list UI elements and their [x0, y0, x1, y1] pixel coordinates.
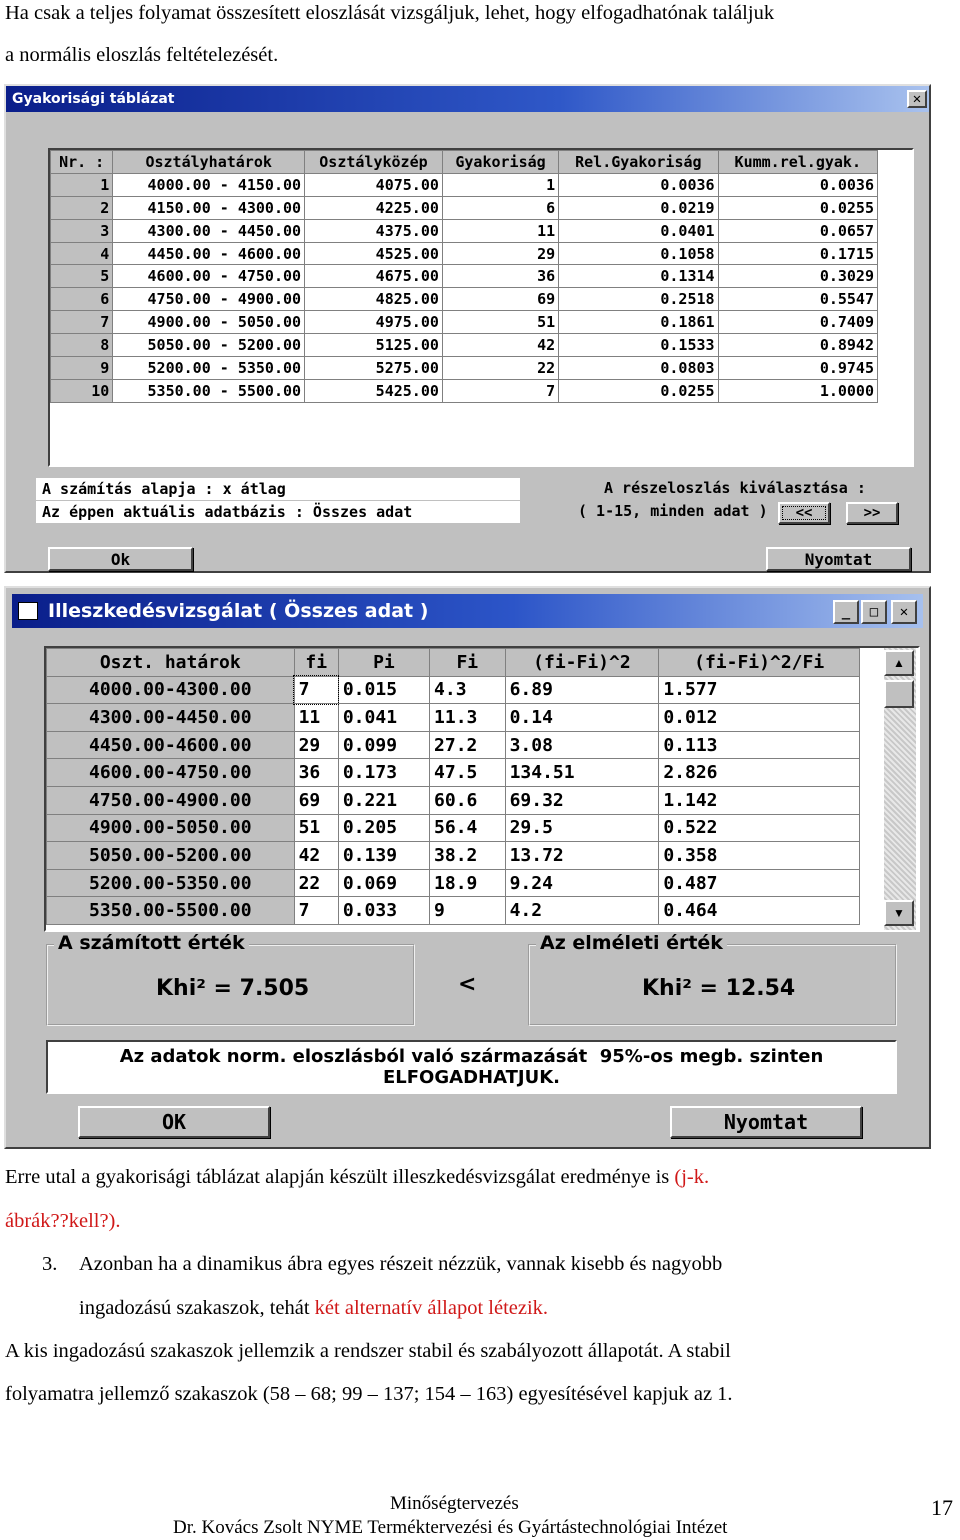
table-cell: 9 — [430, 897, 506, 925]
table-cell: 7 — [294, 676, 338, 704]
app-menu-icon[interactable] — [18, 602, 38, 620]
table-cell: 69 — [294, 786, 338, 814]
subset-label: A részeloszlás kiválasztása : — [604, 479, 866, 497]
table-cell: 0.205 — [338, 814, 429, 842]
frequency-grid[interactable] — [48, 148, 914, 467]
goodness-of-fit-window — [4, 586, 931, 1149]
vertical-scrollbar[interactable] — [884, 648, 916, 930]
body-red-note-3: két alternatív állapot létezik. — [314, 1297, 549, 1319]
result-message-box — [46, 1040, 897, 1094]
table-cell: 4600.00 - 4750.00 — [113, 265, 305, 288]
fit-column-header[interactable]: (fi-Fi)^2/Fi — [659, 649, 860, 677]
freq-column-header[interactable]: Kumm.rel.gyak. — [718, 151, 877, 174]
table-cell: 5275.00 — [305, 357, 443, 380]
table-cell: 0.7409 — [718, 311, 877, 334]
table-cell: 4150.00 - 4300.00 — [113, 196, 305, 219]
close-icon[interactable]: ✕ — [891, 600, 917, 624]
table-cell: 0.012 — [659, 704, 860, 732]
class-range-cell: 4300.00-4450.00 — [47, 704, 295, 732]
ok-button[interactable]: OK — [78, 1106, 270, 1138]
body-paragraph-1-line-1 — [5, 1167, 709, 1187]
table-cell: 0.487 — [659, 869, 860, 897]
table-cell: 0.139 — [338, 842, 429, 870]
table-cell: 0.1533 — [559, 334, 718, 357]
row-number: 8 — [51, 334, 113, 357]
table-cell: 5050.00 - 5200.00 — [113, 334, 305, 357]
table-cell: 0.113 — [659, 731, 860, 759]
computed-label: A számított érték — [54, 932, 249, 954]
table-cell: 6 — [442, 196, 558, 219]
print-button[interactable]: Nyomtat — [766, 547, 911, 571]
scroll-thumb[interactable] — [884, 680, 914, 708]
class-range-cell: 4450.00-4600.00 — [47, 731, 295, 759]
row-number: 4 — [51, 242, 113, 265]
fit-table — [46, 648, 860, 925]
class-range-cell: 5050.00-5200.00 — [47, 842, 295, 870]
table-row[interactable] — [47, 897, 860, 925]
table-row[interactable] — [51, 311, 878, 334]
table-cell: 38.2 — [430, 842, 506, 870]
table-cell: 51 — [294, 814, 338, 842]
table-row[interactable] — [51, 173, 878, 196]
table-cell: 11 — [442, 219, 558, 242]
body-paragraph-2-line-1: A kis ingadozású szakaszok jellemzik a rendszer stabil és szabályozott állapotát. A stabil — [5, 1340, 731, 1362]
table-cell: 1.0000 — [718, 379, 877, 402]
table-cell: 3.08 — [505, 731, 659, 759]
table-cell: 5200.00 - 5350.00 — [113, 357, 305, 380]
table-cell: 0.1058 — [559, 242, 718, 265]
table-cell: 0.0401 — [559, 219, 718, 242]
ok-button[interactable]: Ok — [48, 547, 193, 571]
table-cell: 0.8942 — [718, 334, 877, 357]
table-cell: 4675.00 — [305, 265, 443, 288]
list-item-line-1: Azonban ha a dinamikus ábra egyes részeit nézzük, vannak kisebb és nagyobb — [79, 1253, 723, 1275]
footer-institute: Dr. Kovács Zsolt NYME Terméktervezési és Gyártástechnológiai Intézet — [173, 1517, 728, 1538]
table-cell: 0.0255 — [559, 379, 718, 402]
next-subset-button[interactable]: >> — [846, 502, 898, 524]
freq-column-header[interactable]: Nr. : — [51, 151, 113, 174]
table-cell: 1 — [442, 173, 558, 196]
table-cell: 27.2 — [430, 731, 506, 759]
table-cell: 4225.00 — [305, 196, 443, 219]
table-row[interactable] — [47, 704, 860, 732]
table-row[interactable] — [47, 759, 860, 787]
freq-column-header[interactable]: Gyakoriság — [442, 151, 558, 174]
class-range-cell: 4000.00-4300.00 — [47, 676, 295, 704]
row-number: 1 — [51, 173, 113, 196]
print-button[interactable]: Nyomtat — [670, 1106, 862, 1138]
scroll-up-icon[interactable]: ▲ — [884, 650, 914, 676]
table-cell: 0.0803 — [559, 357, 718, 380]
maximize-icon[interactable]: □ — [861, 600, 887, 624]
close-icon[interactable]: ✕ — [907, 90, 927, 108]
table-cell: 4.3 — [430, 676, 506, 704]
table-row[interactable] — [47, 786, 860, 814]
body-red-note-1: (j-k. — [674, 1166, 710, 1188]
row-number: 10 — [51, 379, 113, 402]
theory-khi: Khi² = 12.54 — [642, 976, 796, 1001]
table-cell: 0.173 — [338, 759, 429, 787]
table-cell: 42 — [442, 334, 558, 357]
table-row[interactable] — [47, 731, 860, 759]
result-line-1: Az adatok norm. eloszlásból való származását 95%-os megb. szinten — [119, 1046, 824, 1067]
page-number: 17 — [931, 1495, 953, 1520]
table-cell: 22 — [442, 357, 558, 380]
body-text-segment: Erre utal a gyakorisági táblázat alapján készült illeszkedésvizsgálat eredménye is — [5, 1166, 675, 1188]
table-row[interactable] — [51, 196, 878, 219]
list-item-number: 3. — [42, 1253, 58, 1275]
freq-column-header[interactable]: Rel.Gyakoriság — [559, 151, 718, 174]
table-row[interactable] — [51, 379, 878, 402]
row-number: 5 — [51, 265, 113, 288]
table-cell: 0.041 — [338, 704, 429, 732]
table-cell: 29 — [294, 731, 338, 759]
fit-column-header[interactable]: Oszt. határok — [47, 649, 295, 677]
theory-label: Az elméleti érték — [536, 932, 727, 954]
fit-column-header[interactable]: (fi-Fi)^2 — [505, 649, 659, 677]
table-cell: 4525.00 — [305, 242, 443, 265]
table-cell: 4375.00 — [305, 219, 443, 242]
table-cell: 4750.00 - 4900.00 — [113, 288, 305, 311]
table-cell: 4450.00 - 4600.00 — [113, 242, 305, 265]
intro-line-1: Ha csak a teljes folyamat összesített eloszlását vizsgáljuk, lehet, hogy elfogadhatónak találjuk — [5, 2, 775, 24]
table-cell: 11.3 — [430, 704, 506, 732]
table-cell: 0.099 — [338, 731, 429, 759]
body-text-segment: ingadozású szakaszok, tehát — [79, 1297, 315, 1319]
table-row[interactable] — [51, 242, 878, 265]
table-cell: 69.32 — [505, 786, 659, 814]
table-cell: 60.6 — [430, 786, 506, 814]
table-cell: 29.5 — [505, 814, 659, 842]
table-row[interactable] — [47, 814, 860, 842]
frequency-window-titlebar[interactable] — [6, 86, 929, 112]
table-cell: 9.24 — [505, 869, 659, 897]
table-cell: 0.1861 — [559, 311, 718, 334]
table-cell: 4075.00 — [305, 173, 443, 196]
fit-window-titlebar[interactable] — [12, 594, 923, 628]
table-cell: 0.9745 — [718, 357, 877, 380]
minimize-icon[interactable]: _ — [833, 600, 859, 624]
table-cell: 1.142 — [659, 786, 860, 814]
table-cell: 6.89 — [505, 676, 659, 704]
table-row[interactable] — [51, 357, 878, 380]
table-row[interactable] — [47, 842, 860, 870]
table-cell: 69 — [442, 288, 558, 311]
frequency-table-window — [4, 84, 931, 573]
table-cell: 4.2 — [505, 897, 659, 925]
database-info: Az éppen aktuális adatbázis : Összes adat — [36, 501, 520, 523]
calc-basis-info: A számítás alapja : x átlag — [36, 478, 520, 500]
class-range-cell: 4600.00-4750.00 — [47, 759, 295, 787]
subset-range: ( 1-15, minden adat ) — [578, 502, 768, 520]
table-cell: 0.5547 — [718, 288, 877, 311]
table-row[interactable] — [51, 219, 878, 242]
table-cell: 47.5 — [430, 759, 506, 787]
frequency-table — [50, 150, 878, 403]
row-number: 9 — [51, 357, 113, 380]
table-cell: 0.1715 — [718, 242, 877, 265]
class-range-cell: 5200.00-5350.00 — [47, 869, 295, 897]
table-cell: 36 — [442, 265, 558, 288]
freq-column-header[interactable]: Osztályközép — [305, 151, 443, 174]
table-cell: 36 — [294, 759, 338, 787]
table-cell: 4900.00 - 5050.00 — [113, 311, 305, 334]
table-row[interactable] — [51, 288, 878, 311]
table-cell: 0.221 — [338, 786, 429, 814]
table-cell: 2.826 — [659, 759, 860, 787]
row-number: 7 — [51, 311, 113, 334]
table-cell: 0.3029 — [718, 265, 877, 288]
footer-title: Minőségtervezés — [390, 1493, 519, 1514]
table-cell: 29 — [442, 242, 558, 265]
row-number: 2 — [51, 196, 113, 219]
table-row[interactable] — [51, 334, 878, 357]
fit-column-header[interactable]: Pi — [338, 649, 429, 677]
intro-line-2: a normális eloszlás feltételezését. — [5, 44, 279, 66]
table-cell: 0.0036 — [559, 173, 718, 196]
table-cell: 56.4 — [430, 814, 506, 842]
table-cell: 4825.00 — [305, 288, 443, 311]
table-cell: 0.14 — [505, 704, 659, 732]
table-cell: 5350.00 - 5500.00 — [113, 379, 305, 402]
table-cell: 4975.00 — [305, 311, 443, 334]
table-cell: 0.0657 — [718, 219, 877, 242]
table-cell: 13.72 — [505, 842, 659, 870]
table-cell: 0.2518 — [559, 288, 718, 311]
table-cell: 0.0036 — [718, 173, 877, 196]
fit-window-title: Illeszkedésvizsgálat ( Összes adat ) — [48, 600, 429, 622]
table-cell: 7 — [294, 897, 338, 925]
table-cell: 134.51 — [505, 759, 659, 787]
table-cell: 5425.00 — [305, 379, 443, 402]
table-cell: 18.9 — [430, 869, 506, 897]
table-row[interactable] — [51, 265, 878, 288]
table-cell: 1.577 — [659, 676, 860, 704]
row-number: 3 — [51, 219, 113, 242]
list-item-line-2 — [79, 1298, 548, 1318]
row-number: 6 — [51, 288, 113, 311]
result-line-2: ELFOGADHATJUK. — [383, 1067, 560, 1088]
fit-grid[interactable] — [44, 646, 920, 932]
table-cell: 0.464 — [659, 897, 860, 925]
fit-column-header[interactable]: Fi — [430, 649, 506, 677]
table-cell: 51 — [442, 311, 558, 334]
table-cell: 0.522 — [659, 814, 860, 842]
computed-value-group — [46, 932, 415, 1026]
table-cell: 0.033 — [338, 897, 429, 925]
table-cell: 4000.00 - 4150.00 — [113, 173, 305, 196]
body-paragraph-2-line-2: folyamatra jellemző szakaszok (58 – 68; 99 – 137; 154 – 163) egyesítésével kapjuk az 1. — [5, 1383, 733, 1405]
computed-khi: Khi² = 7.505 — [156, 976, 310, 1001]
frequency-window-title: Gyakorisági táblázat — [12, 91, 175, 107]
table-cell: 22 — [294, 869, 338, 897]
prev-subset-button[interactable]: << — [778, 502, 830, 524]
class-range-cell: 5350.00-5500.00 — [47, 897, 295, 925]
table-cell: 0.1314 — [559, 265, 718, 288]
table-cell: 0.0255 — [718, 196, 877, 219]
table-cell: 0.0219 — [559, 196, 718, 219]
class-range-cell: 4900.00-5050.00 — [47, 814, 295, 842]
class-range-cell: 4750.00-4900.00 — [47, 786, 295, 814]
fit-column-header[interactable]: fi — [294, 649, 338, 677]
table-cell: 5125.00 — [305, 334, 443, 357]
table-cell: 4300.00 - 4450.00 — [113, 219, 305, 242]
compare-sign: < — [458, 972, 477, 997]
table-cell: 0.358 — [659, 842, 860, 870]
theory-value-group — [528, 932, 897, 1026]
table-cell: 42 — [294, 842, 338, 870]
table-row[interactable] — [47, 676, 860, 704]
table-row[interactable] — [47, 869, 860, 897]
table-cell: 7 — [442, 379, 558, 402]
scroll-down-icon[interactable]: ▼ — [884, 900, 914, 926]
freq-column-header[interactable]: Osztályhatárok — [113, 151, 305, 174]
table-cell: 0.015 — [338, 676, 429, 704]
table-cell: 0.069 — [338, 869, 429, 897]
body-red-note-2: ábrák??kell?). — [5, 1210, 121, 1232]
table-cell: 11 — [294, 704, 338, 732]
